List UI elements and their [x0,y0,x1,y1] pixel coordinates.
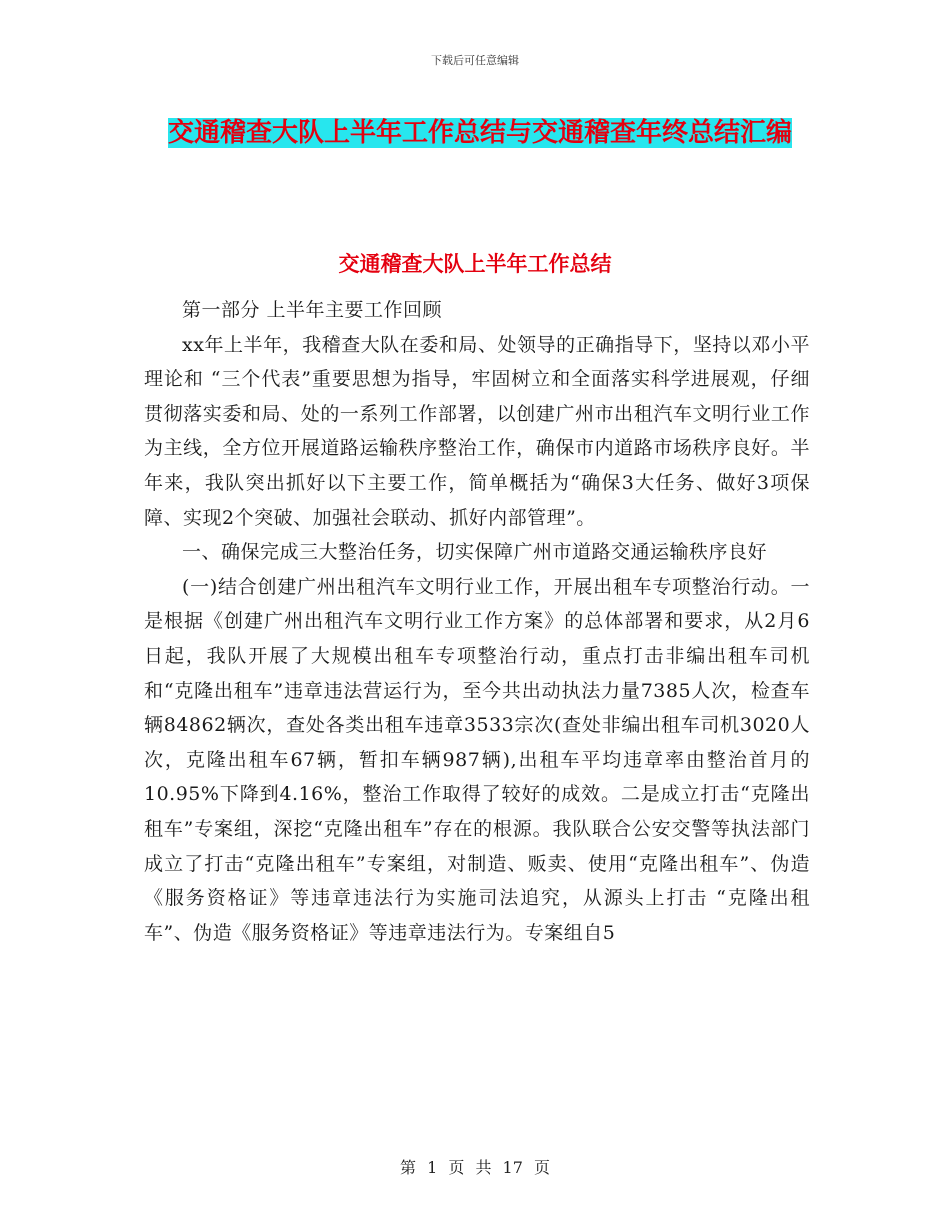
page-number: 第 1 页 共 17 页 [400,1158,550,1177]
page-header-note: 下载后可任意编辑 [431,54,519,67]
document-title [150,110,810,156]
paragraph-item-1: (一)结合创建广州出租汽车文明行业工作，开展出租车专项整治行动。一是根据《创建广州出租汽车文明行业工作方案》的总体部署和要求，从2月6日起，我队开展了大规模出租车专项整治行动，重点打击非编出租车司机和“克隆出租车”违章违法营运行为，至今共出动执法力量7385人次，检查车辆84862辆次，查处各类出租车违章3533宗次(查处非编出租车司机3020人次，克隆出租车67辆，暂扣车辆987辆),出租车平均违章率由整治首月的 10.95%下降到4.16%，整治工作取得了较好的成效。二是成立打击“克隆出租车”专案组，深挖“克隆出租车”存在的根源。我队联合公安交警等执法部门成立了打击“克隆出租车”专案组，对制造、贩卖、使用“克隆出租车”、伪造《服务资格证》等违章违法行为实施司法追究，从源头上打击 “克隆出租车”、伪造《服务资格证》等违章违法行为。专案组自5 [144,575,810,944]
paragraph-intro: xx年上半年，我稽查大队在委和局、处领导的正确指导下，坚持以邓小平理论和 “三个代表”重要思想为指导，牢固树立和全面落实科学进展观，仔细贯彻落实委和局、处的一系列工作部署，以创建广州市出租汽车文明行业工作为主线，全方位开展道路运输秩序整治工作，确保市内道路市场秩序良好。半年来，我队突出抓好以下主要工作，简单概括为“确保3大任务、做好3项保障、实现2个突破、加强社会联动、抓好内部管理”。 [144,333,810,529]
paragraph-heading-1: 一、确保完成三大整治任务，切实保障广州市道路交通运输秩序良好 [182,541,768,564]
body-text [144,293,810,950]
document-title-text: 交通稽查大队上半年工作总结与交通稽查年终总结汇编 [167,118,792,148]
section-title: 交通稽查大队上半年工作总结 [338,252,612,276]
paragraph-part-heading: 第一部分 上半年主要工作回顾 [182,299,443,321]
